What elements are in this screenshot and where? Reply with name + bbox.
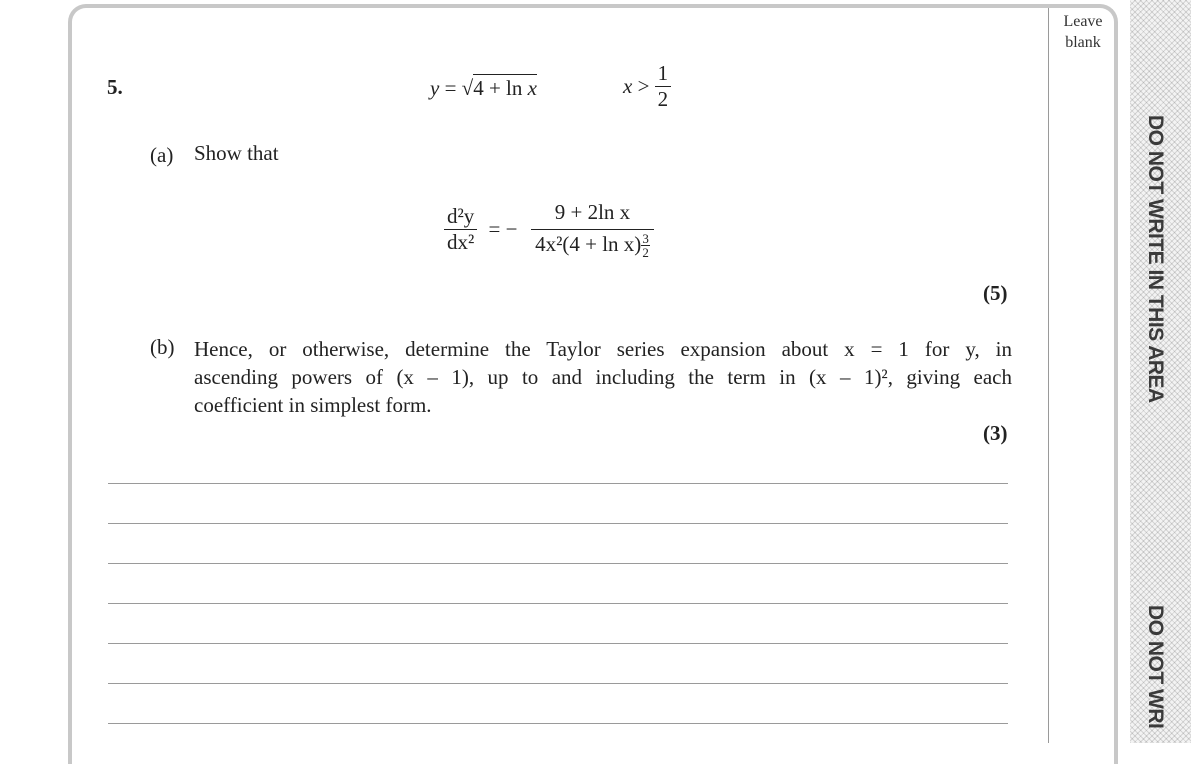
part-b-marks: (3) xyxy=(983,421,1008,445)
fraction-half xyxy=(655,61,672,112)
deriv-num: d²y xyxy=(447,204,475,228)
domain-condition xyxy=(623,61,671,112)
do-not-write-warning-cut: DO NOT WRI xyxy=(1144,605,1167,729)
cond-gt: > xyxy=(632,74,655,98)
radicand-x: x xyxy=(527,76,537,100)
question-number: 5. xyxy=(107,75,123,99)
answer-line[interactable] xyxy=(108,563,1008,564)
part-a-text: Show that xyxy=(194,141,279,165)
part-b-label: (b) xyxy=(150,335,175,359)
part-a-label: (a) xyxy=(150,143,174,167)
rhs-num: 9 + 2ln x xyxy=(554,200,631,224)
answer-line[interactable] xyxy=(108,603,1008,604)
blank-label: blank xyxy=(1065,34,1101,51)
leave-blank-label xyxy=(1052,11,1114,53)
part-b-line-3: coefficient in simplest form. xyxy=(194,393,432,417)
eq-lhs: y xyxy=(430,76,440,100)
equals-minus: = − xyxy=(488,217,518,241)
frac-den: 2 xyxy=(655,86,672,112)
frac-num: 1 xyxy=(657,61,669,85)
radicand xyxy=(473,74,537,101)
rhs-exp xyxy=(641,232,650,259)
do-not-write-warning: DO NOT WRITE IN THIS AREA xyxy=(1144,115,1167,403)
answer-line[interactable] xyxy=(108,723,1008,724)
rhs-fraction xyxy=(529,200,656,259)
answer-line[interactable] xyxy=(108,483,1008,484)
eq-equals: = xyxy=(439,76,462,100)
part-a-marks: (5) xyxy=(983,281,1008,305)
derivative-equation xyxy=(444,200,656,259)
answer-line[interactable] xyxy=(108,523,1008,524)
main-equation xyxy=(430,74,537,101)
rhs-den-main: 4x²(4 + ln x) xyxy=(535,232,642,256)
answer-line[interactable] xyxy=(108,683,1008,684)
margin-divider xyxy=(1048,8,1049,743)
sqrt-sign: √ xyxy=(461,76,474,100)
answer-line[interactable] xyxy=(108,643,1008,644)
cond-x: x xyxy=(623,74,633,98)
rhs-den xyxy=(531,229,654,259)
part-b-line-2: ascending powers of (x – 1), up to and including the term in (x – 1)², giving each xyxy=(194,365,1012,389)
deriv-fraction xyxy=(444,204,477,255)
deriv-den: dx² xyxy=(444,229,477,255)
part-b-line-1: Hence, or otherwise, determine the Taylor series expansion about x = 1 for y, in xyxy=(194,337,1012,361)
rhs-exp-num: 3 xyxy=(642,231,649,246)
leave-label: Leave xyxy=(1063,13,1103,30)
rhs-exp-den: 2 xyxy=(642,245,649,260)
radicand-text: 4 + ln xyxy=(473,76,528,100)
